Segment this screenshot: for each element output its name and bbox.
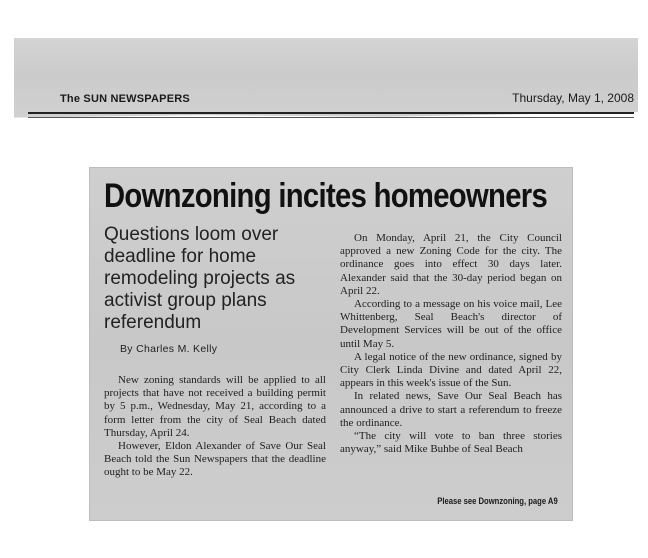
paper-name: The SUN NEWSPAPERS: [60, 93, 190, 105]
masthead-rule: [28, 112, 634, 114]
byline-prefix: By: [120, 343, 133, 355]
paragraph: A legal notice of the new ordinance, signed by City Clerk Linda Divine and dated April 22, appears in this week's issue of the Sun.: [340, 350, 562, 390]
paragraph: On Monday, April 21, the City Council approved a new Zoning Code for the city. The ordinance goes into effect 30 days later. Alexander said that the 30-day period began on April 22.: [340, 232, 562, 297]
right-column: [340, 232, 562, 456]
article-clipping: [90, 168, 572, 520]
jump-line: Please see Downzoning, page A9: [437, 496, 558, 506]
paragraph: However, Eldon Alexander of Save Our Seal Beach told the Sun Newspapers that the deadline ought to be May 22.: [104, 440, 326, 479]
paragraph: In related news, Save Our Seal Beach has announced a drive to start a referendum to freeze the ordinance.: [340, 390, 562, 429]
headline: Downzoning incites homeowners: [104, 177, 548, 215]
paragraph: According to a message on his voice mail, Lee Whittenberg, Seal Beach's director of Development Services will be out of the office until May 5.: [340, 298, 562, 350]
deck: Questions loom over deadline for home remodeling projects as activist group plans referendum: [104, 224, 296, 333]
masthead-rule-thin: [28, 117, 634, 118]
issue-date: Thursday, May 1, 2008: [512, 91, 634, 105]
paragraph: New zoning standards will be applied to all projects that have not received a building permit by 5 p.m., Wednesday, May 21, according to a form letter from the city of Seal Beach dated Thursday, April 24.: [104, 374, 326, 439]
left-column: [104, 374, 326, 480]
byline: [120, 343, 217, 355]
masthead-bar: [36, 90, 648, 114]
paragraph: “The city will vote to ban three stories anyway,” said Mike Buhbe of Seal Beach: [340, 430, 562, 456]
byline-name: Charles M. Kelly: [136, 343, 218, 355]
